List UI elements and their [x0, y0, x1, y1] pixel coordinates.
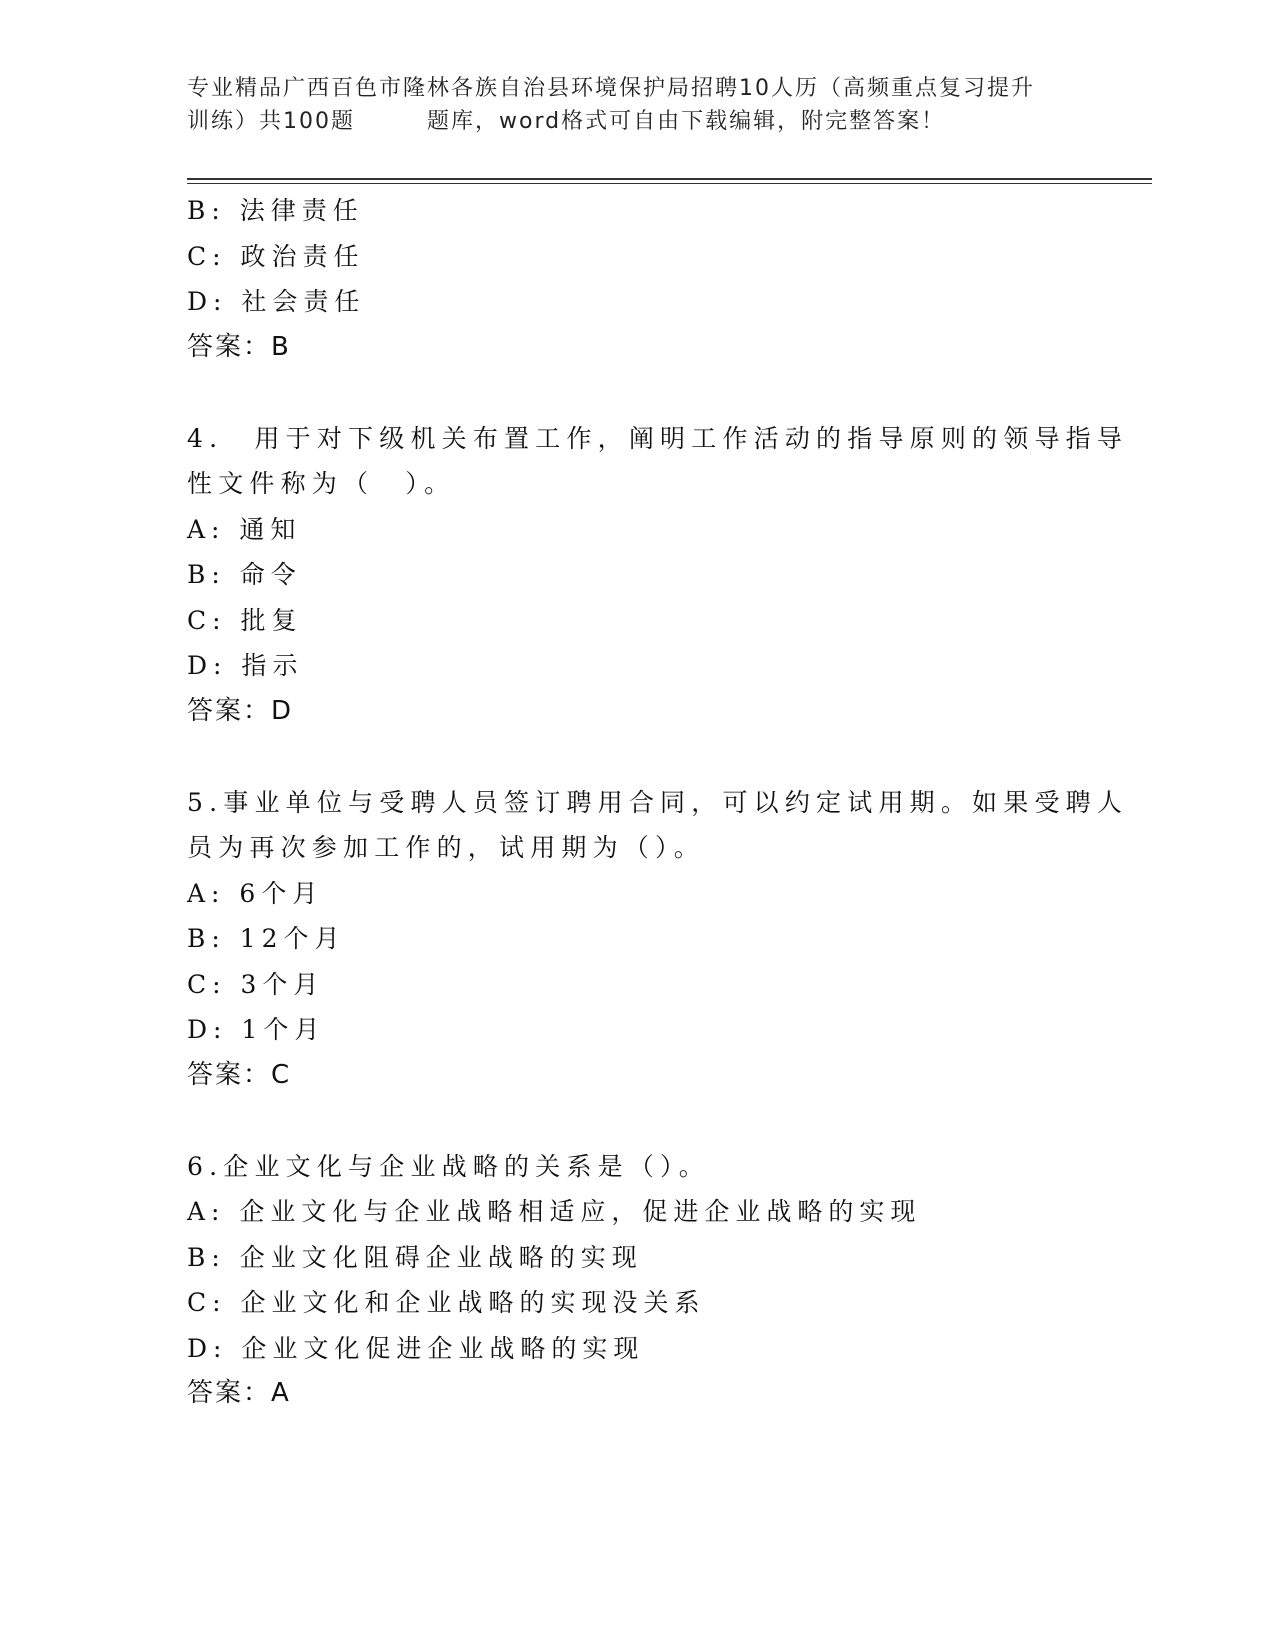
page-header — [187, 72, 1087, 138]
answer-line: 答案：B — [187, 331, 291, 362]
option-d: D: 企业文化促进企业战略的实现 — [187, 1333, 645, 1363]
question-block-6 — [187, 1144, 1087, 1417]
question-content — [187, 188, 1129, 1417]
header-line-1: 专业精品广西百色市隆林各族自治县环境保护局招聘10人历（高频重点复习提升 — [187, 76, 1035, 101]
header-divider — [187, 178, 1152, 180]
option-a: A: 通知 — [187, 514, 302, 544]
question-block-4 — [187, 416, 1129, 735]
option-d: D: 1个月 — [187, 1015, 326, 1044]
option-c: C: 政治责任 — [187, 241, 365, 271]
answer-line: 答案：A — [187, 1378, 291, 1408]
question-block-3 — [187, 188, 1087, 370]
option-a: A: 6个月 — [187, 878, 324, 908]
question-text-line-2: 性文件称为（ ）。 — [187, 469, 456, 498]
option-b: B: 12个月 — [187, 924, 346, 953]
answer-line: 答案：D — [187, 695, 294, 726]
option-c: C: 批复 — [187, 605, 303, 635]
question-text-line-2: 员为再次参加工作的，试用期为（）。 — [187, 833, 705, 862]
option-a: A: 企业文化与企业战略相适应，促进企业战略的实现 — [187, 1197, 922, 1226]
header-line-2 — [187, 105, 1087, 138]
question-text-line-1: 4. 用于对下级机关布置工作，阐明工作活动的指导原则的领导指导 — [187, 423, 1129, 453]
option-b: B: 企业文化阻碍企业战略的实现 — [187, 1242, 643, 1272]
option-d: D: 指示 — [187, 651, 304, 680]
question-text-line-1: 5.事业单位与受聘人员签订聘用合同，可以约定试用期。如果受聘人 — [187, 787, 1129, 817]
option-b: B: 命令 — [187, 560, 302, 589]
option-d: D: 社会责任 — [187, 287, 366, 316]
option-c: C: 3个月 — [187, 969, 325, 999]
option-b: B: 法律责任 — [187, 196, 364, 225]
question-text-line-1: 6.企业文化与企业战略的关系是（）。 — [187, 1151, 710, 1181]
header-line-2-part-a: 训练）共100题 — [187, 109, 355, 134]
answer-line: 答案：C — [187, 1059, 292, 1090]
question-block-5 — [187, 780, 1129, 1099]
option-c: C: 企业文化和企业战略的实现没关系 — [187, 1288, 706, 1317]
header-divider-thin — [187, 183, 1152, 184]
header-line-2-part-b: 题库，word格式可自由下载编辑，附完整答案！ — [427, 109, 946, 134]
